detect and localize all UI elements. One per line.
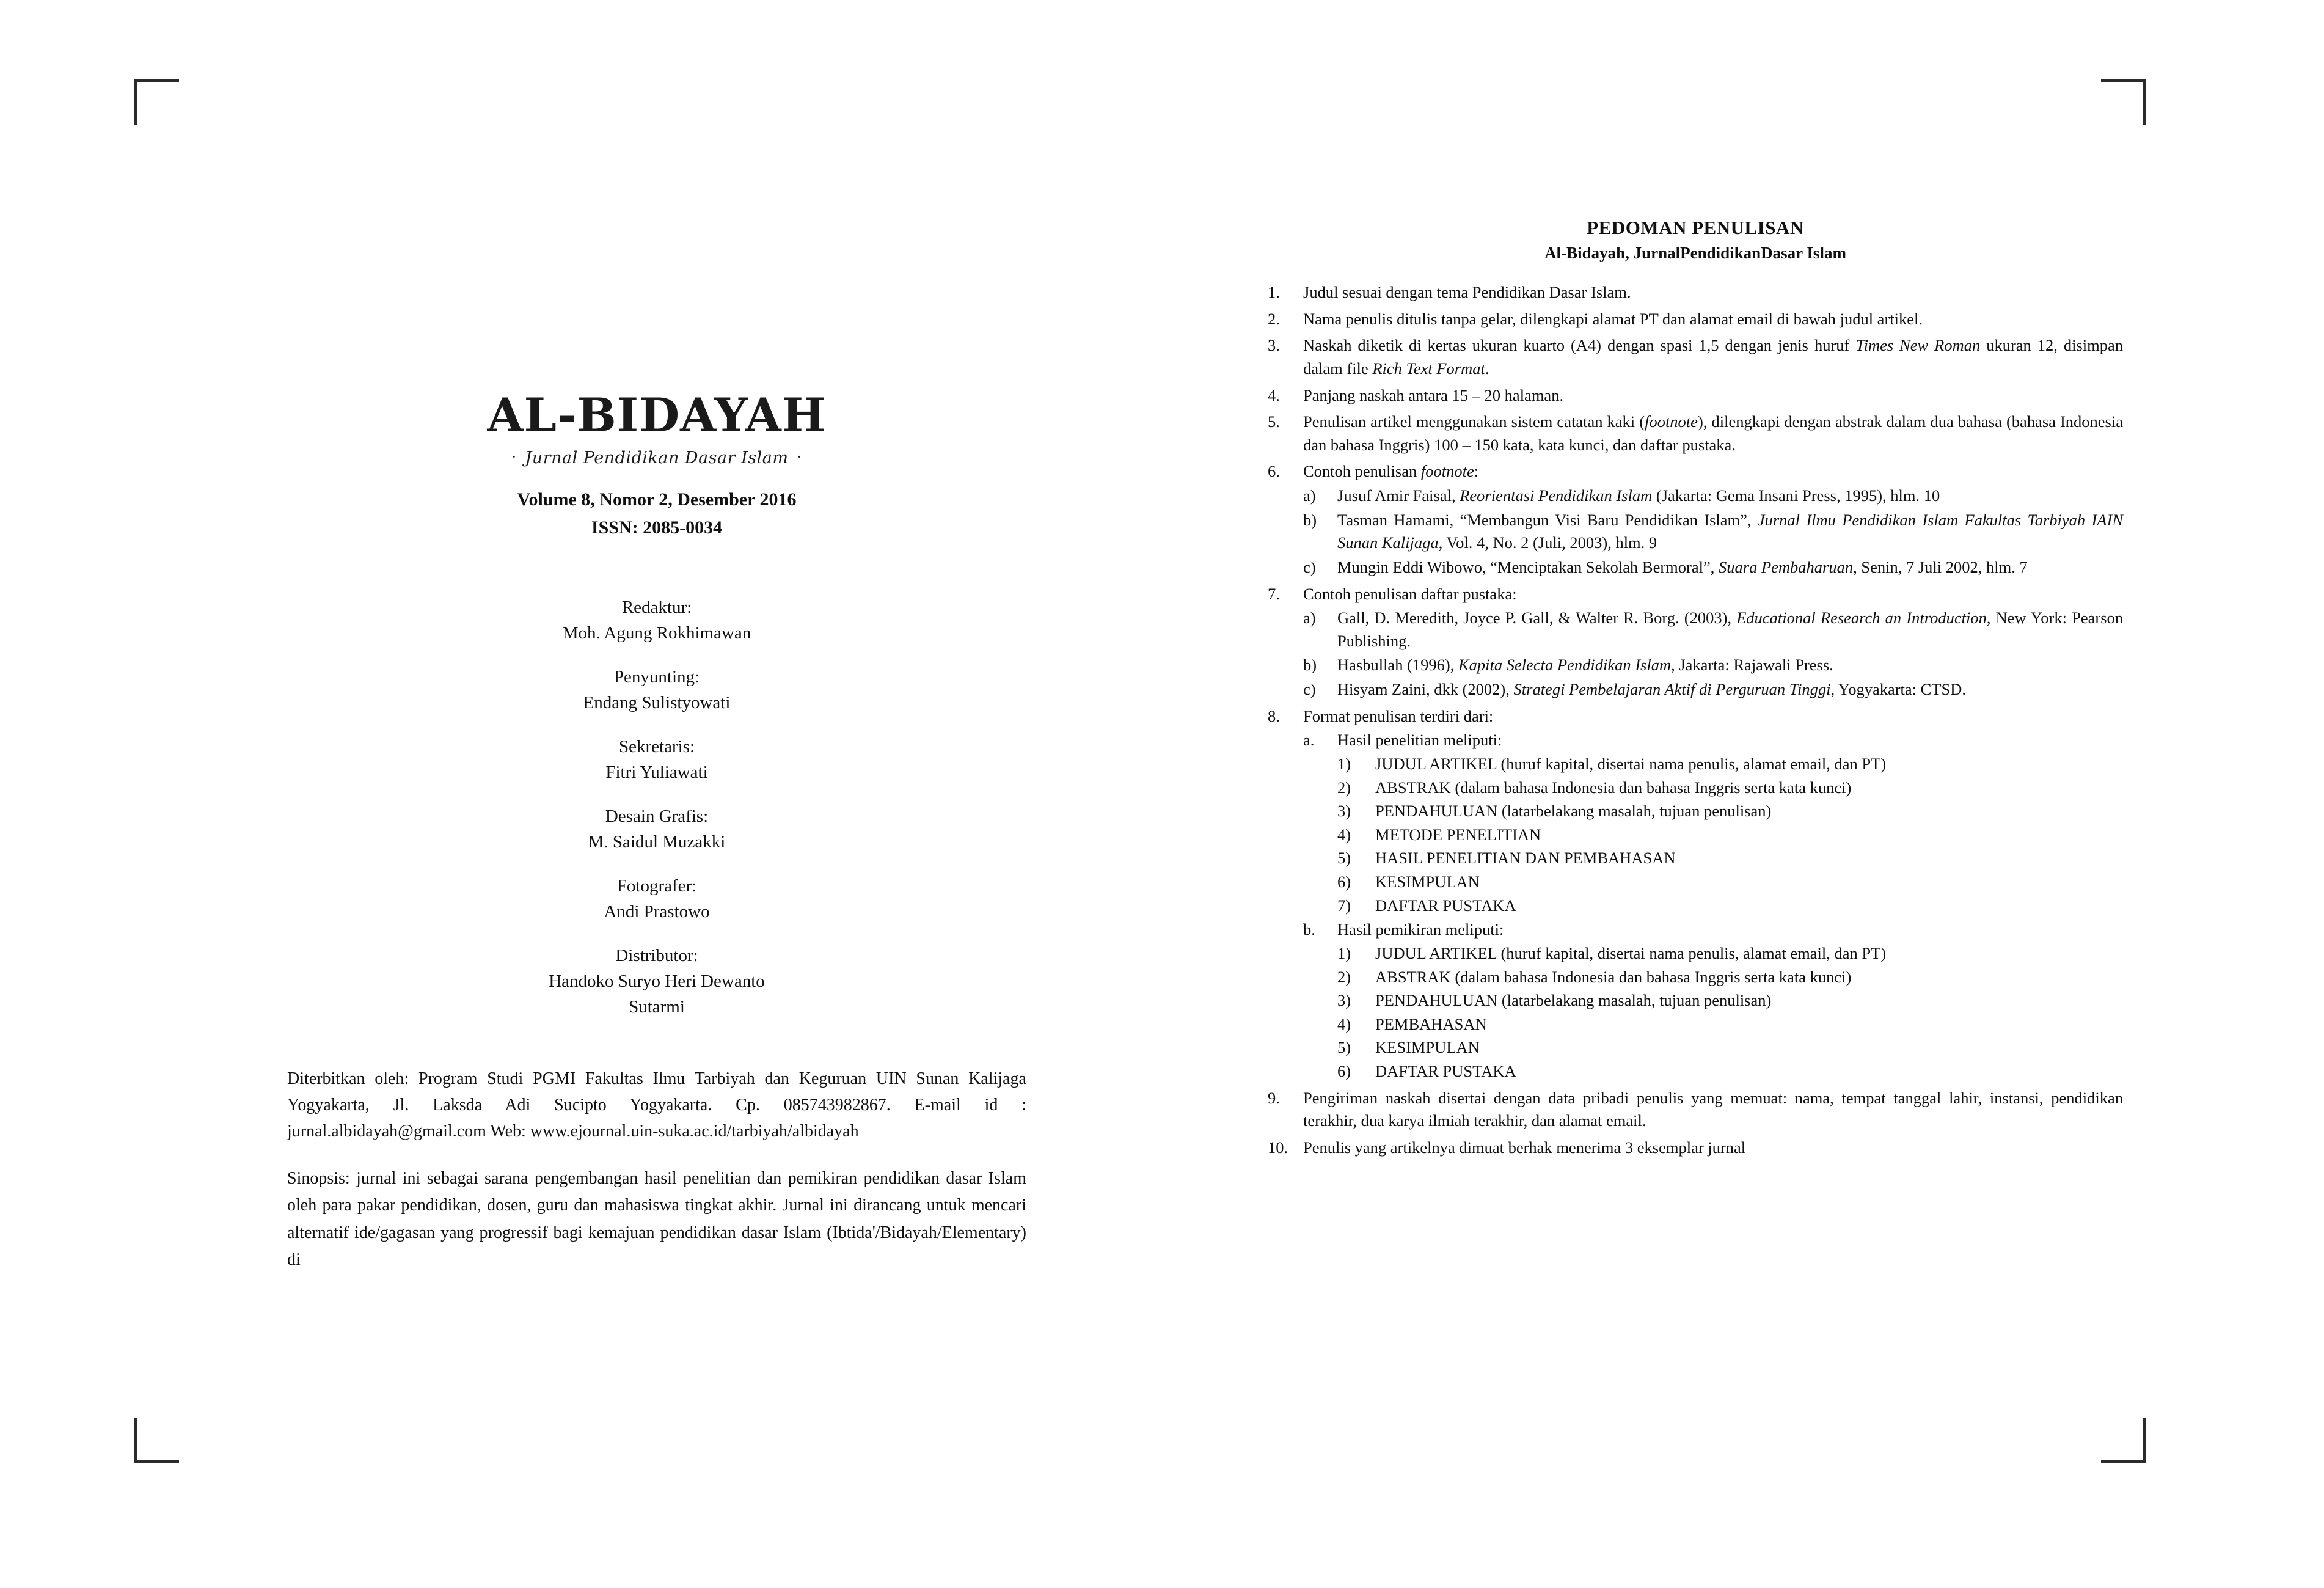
footnote-example-b	[1303, 509, 2123, 555]
staff-role-sekretaris: Sekretaris:	[618, 736, 695, 756]
bibliography-example-italic-c: Strategi Pembelajaran Aktif di Perguruan Tinggi	[1513, 680, 1831, 698]
issn-line: ISSN: 2085-0034	[591, 517, 723, 538]
guideline-text-6b: :	[1474, 462, 1479, 481]
research-format-text-1: JUDUL ARTIKEL (huruf kapital, disertai nama penulis, alamat email, dan PT)	[1375, 754, 1887, 773]
guideline-marker-8: 8.	[1268, 706, 1280, 725]
thought-format-marker-1: 1)	[1337, 943, 1351, 962]
guideline-item-2	[1268, 308, 2123, 331]
guideline-item-5	[1268, 411, 2123, 456]
staff-name-penyunting: Endang Sulistyowati	[583, 692, 731, 712]
footnote-example-marker-c: c)	[1303, 557, 1316, 576]
bibliography-example-a	[1303, 607, 2123, 653]
synopsis	[287, 1165, 1026, 1273]
journal-subtitle-line	[287, 448, 1026, 467]
thought-format-marker-2: 2)	[1337, 967, 1351, 986]
bibliography-example-c	[1303, 678, 2123, 701]
thought-format-marker-6: 6)	[1337, 1062, 1351, 1080]
staff-name-distributor-1: Handoko Suryo Heri Dewanto	[549, 971, 765, 992]
research-format-marker-1: 1)	[1337, 754, 1351, 773]
guideline-text-3b: ukuran 12, disimpan dalam file	[1303, 336, 2124, 378]
thought-format-item-5	[1337, 1036, 2123, 1059]
guideline-text-5b: ), dilengkapi dengan abstrak dalam dua bahasa (bahasa Indonesia dan bahasa Inggris) 100 – 150 kata, kata kunci, dan daftar pustaka.	[1303, 412, 2123, 454]
guidelines-list	[1268, 281, 2123, 1160]
staff-name-sekretaris: Fitri Yuliawati	[605, 763, 708, 783]
footnote-example-italic-b: Jurnal Ilmu Pendidikan Islam Fakultas Tarbiyah IAIN Sunan Kalijaga	[1337, 510, 2123, 552]
format-subsection-text-b: Hasil pemikiran meliputi:	[1337, 920, 1504, 939]
research-format-marker-5: 5)	[1337, 849, 1351, 868]
staff-entry-sekretaris	[287, 734, 1026, 785]
staff-role-redaktur: Redaktur:	[621, 597, 692, 617]
guideline-marker-7: 7.	[1268, 584, 1280, 603]
bibliography-example-text-c1: Hisyam Zaini, dkk (2002),	[1337, 680, 1514, 698]
guideline-item-4	[1268, 384, 2123, 408]
research-format-text-5: HASIL PENELITIAN DAN PEMBAHASAN	[1375, 849, 1676, 868]
staff-role-distributor: Distributor:	[615, 946, 698, 966]
bibliography-example-italic-b: Kapita Selecta Pendidikan Islam	[1458, 656, 1672, 675]
colophon-text: Diterbitkan oleh: Program Studi PGMI Fakultas Ilmu Tarbiyah dan Keguruan UIN Sunan Kalijaga Yogyakarta, Jl. Laksda Adi Sucipto Yogyakarta. Cp. 085743982867. E-mail id : jurnal.albidayah@gmail.com Web: www.ejournal.uin-suka.ac.id/tarbiyah/albidayah	[287, 1069, 1026, 1141]
footnote-example-a	[1303, 485, 2123, 508]
staff-entry-distributor	[287, 943, 1026, 1020]
staff-role-desain-grafis: Desain Grafis:	[605, 807, 709, 827]
research-format-items	[1337, 753, 2123, 917]
guideline-italic-5a: footnote	[1645, 412, 1698, 431]
guideline-text-10: Penulis yang artikelnya dimuat berhak menerima 3 eksemplar jurnal	[1303, 1138, 1746, 1157]
guideline-text-7: Contoh penulisan daftar pustaka:	[1303, 584, 1517, 603]
footnote-example-text-a1: Jusuf Amir Faisal,	[1337, 486, 1460, 505]
bibliography-example-marker-c: c)	[1303, 680, 1316, 698]
staff-entry-desain-grafis	[287, 803, 1026, 855]
research-format-text-6: KESIMPULAN	[1375, 873, 1480, 891]
guideline-text-8: Format penulisan terdiri dari:	[1303, 706, 1494, 725]
journal-title: AL-BIDAYAH	[487, 388, 827, 442]
guideline-italic-6a: footnote	[1420, 462, 1474, 481]
ornament-dot-right-icon: ·	[797, 448, 802, 466]
thought-format-marker-3: 3)	[1337, 991, 1351, 1010]
right-page-guidelines	[1268, 217, 2123, 1163]
guideline-item-9	[1268, 1087, 2123, 1133]
thought-format-text-5: KESIMPULAN	[1375, 1038, 1480, 1057]
footnote-examples-list	[1303, 485, 2123, 579]
page-subtitle: Al-Bidayah, JurnalPendidikanDasar Islam	[1544, 244, 1846, 262]
thought-format-marker-5: 5)	[1337, 1038, 1351, 1057]
guideline-marker-4: 4.	[1268, 386, 1280, 404]
guideline-marker-2: 2.	[1268, 309, 1280, 328]
research-format-item-3	[1337, 800, 2123, 823]
guideline-text-5a: Penulisan artikel menggunakan sistem catatan kaki (	[1303, 412, 1645, 431]
format-subsection-a	[1303, 729, 2123, 917]
staff-name-distributor-2: Sutarmi	[629, 997, 685, 1017]
synopsis-text: Sinopsis: jurnal ini sebagai sarana pengembangan hasil penelitian dan pemikiran pendidikan dasar Islam oleh para pakar pendidikan, dosen, guru dan mahasiswa tingkat akhir. Jurnal ini dirancang untuk mencari alternatif ide/gagasan yang progressif bagi kemajuan pendidikan dasar Islam (Ibtida'/Bidayah/Elementary) di	[287, 1169, 1026, 1269]
guideline-marker-1: 1.	[1268, 283, 1280, 301]
volume-line: Volume 8, Nomor 2, Desember 2016	[517, 489, 797, 510]
format-subsection-b	[1303, 918, 2123, 1083]
guideline-text-6a: Contoh penulisan	[1303, 462, 1421, 481]
footnote-example-text-b2: , Vol. 4, No. 2 (Juli, 2003), hlm. 9	[1438, 533, 1657, 552]
footnote-example-marker-a: a)	[1303, 486, 1316, 505]
left-page-masthead	[287, 388, 1026, 1273]
research-format-marker-4: 4)	[1337, 825, 1351, 844]
guideline-marker-9: 9.	[1268, 1088, 1280, 1107]
guideline-text-2: Nama penulis ditulis tanpa gelar, dilengkapi alamat PT dan alamat email di bawah judul artikel.	[1303, 309, 1923, 328]
bibliography-example-marker-a: a)	[1303, 609, 1316, 628]
research-format-item-6	[1337, 871, 2123, 894]
thought-format-text-6: DAFTAR PUSTAKA	[1375, 1062, 1516, 1080]
guideline-item-7	[1268, 583, 2123, 701]
footnote-example-text-c2: , Senin, 7 Juli 2002, hlm. 7	[1853, 557, 2028, 576]
thought-format-text-4: PEMBAHASAN	[1375, 1014, 1487, 1033]
footnote-example-text-a2: (Jakarta: Gema Insani Press, 1995), hlm. 10	[1652, 486, 1940, 505]
guideline-marker-3: 3.	[1268, 336, 1280, 355]
staff-role-fotografer: Fotografer:	[616, 876, 697, 896]
footnote-example-text-c1: Mungin Eddi Wibowo, “Menciptakan Sekolah Bermoral”,	[1337, 557, 1719, 576]
format-subsection-marker-a: a.	[1303, 731, 1315, 750]
research-format-item-1	[1337, 753, 2123, 776]
guideline-item-10	[1268, 1136, 2123, 1160]
staff-entry-penyunting	[287, 664, 1026, 715]
footnote-example-marker-b: b)	[1303, 510, 1317, 529]
research-format-text-3: PENDAHULUAN (latarbelakang masalah, tujuan penulisan)	[1375, 802, 1772, 821]
guideline-item-6	[1268, 460, 2123, 579]
research-format-marker-6: 6)	[1337, 873, 1351, 891]
guideline-text-4: Panjang naskah antara 15 – 20 halaman.	[1303, 386, 1564, 404]
bibliography-example-text-c2: , Yogyakarta: CTSD.	[1830, 680, 1967, 698]
staff-name-fotografer: Andi Prastowo	[604, 902, 710, 922]
guideline-text-1: Judul sesuai dengan tema Pendidikan Dasar Islam.	[1303, 283, 1631, 301]
guideline-item-3	[1268, 334, 2123, 380]
footnote-example-italic-c: Suara Pembaharuan	[1719, 557, 1854, 576]
footnote-example-italic-a: Reorientasi Pendidikan Islam	[1460, 486, 1653, 505]
staff-name-redaktur: Moh. Agung Rokhimawan	[562, 623, 751, 643]
journal-subtitle: Jurnal Pendidikan Dasar Islam	[525, 448, 789, 467]
thought-format-marker-4: 4)	[1337, 1014, 1351, 1033]
bibliography-example-text-a1: Gall, D. Meredith, Joyce P. Gall, & Walter R. Borg. (2003),	[1337, 609, 1737, 628]
staff-role-penyunting: Penyunting:	[613, 667, 700, 687]
research-format-item-5	[1337, 847, 2123, 870]
page-title: PEDOMAN PENULISAN	[1587, 217, 1804, 238]
guideline-text-9: Pengiriman naskah disertai dengan data pribadi penulis yang memuat: nama, tempat tanggal lahir, instansi, pendidikan terakhir, dua karya ilmiah terakhir, dan alamat email.	[1303, 1088, 2123, 1130]
research-format-text-7: DAFTAR PUSTAKA	[1375, 896, 1516, 915]
guideline-marker-5: 5.	[1268, 412, 1280, 431]
thought-format-text-1: JUDUL ARTIKEL (huruf kapital, disertai nama penulis, alamat email, dan PT)	[1375, 943, 1887, 962]
research-format-item-7	[1337, 895, 2123, 918]
guideline-item-8	[1268, 705, 2123, 1083]
format-subsections-list	[1303, 729, 2123, 1083]
bibliography-examples-list	[1303, 607, 2123, 701]
footnote-example-text-b1: Tasman Hamami, “Membangun Visi Baru Pendidikan Islam”,	[1337, 510, 1758, 529]
guideline-italic-3a: Times New Roman	[1855, 336, 1981, 355]
footnote-example-c	[1303, 556, 2123, 579]
bibliography-example-text-b1: Hasbullah (1996),	[1337, 656, 1458, 675]
research-format-item-4	[1337, 824, 2123, 847]
format-subsection-marker-b: b.	[1303, 920, 1315, 939]
thought-format-item-3	[1337, 989, 2123, 1012]
thought-format-text-3: PENDAHULUAN (latarbelakang masalah, tujuan penulisan)	[1375, 991, 1772, 1010]
research-format-text-4: METODE PENELITIAN	[1375, 825, 1541, 844]
guideline-text-3a: Naskah diketik di kertas ukuran kuarto (A4) dengan spasi 1,5 dengan jenis huruf	[1303, 336, 1856, 355]
thought-format-item-4	[1337, 1013, 2123, 1036]
research-format-marker-3: 3)	[1337, 802, 1351, 821]
staff-entry-redaktur	[287, 595, 1026, 646]
thought-format-item-2	[1337, 966, 2123, 989]
format-subsection-text-a: Hasil penelitian meliputi:	[1337, 731, 1502, 750]
thought-format-item-1	[1337, 942, 2123, 965]
guideline-italic-3b: Rich Text Format	[1372, 359, 1485, 378]
bibliography-example-text-a2: , New York: Pearson Publishing.	[1337, 609, 2124, 650]
research-format-item-2	[1337, 777, 2123, 800]
staff-list	[287, 595, 1026, 1020]
staff-entry-fotografer	[287, 873, 1026, 924]
research-format-marker-7: 7)	[1337, 896, 1351, 915]
bibliography-example-marker-b: b)	[1303, 656, 1317, 675]
guideline-marker-6: 6.	[1268, 462, 1280, 481]
bibliography-example-text-b2: , Jakarta: Rajawali Press.	[1671, 656, 1833, 675]
guideline-text-3c: .	[1485, 359, 1489, 378]
research-format-text-2: ABSTRAK (dalam bahasa Indonesia dan bahasa Inggris serta kata kunci)	[1375, 778, 1852, 797]
ornament-dot-left-icon: ·	[511, 448, 517, 466]
thought-format-items	[1337, 942, 2123, 1083]
thought-format-item-6	[1337, 1060, 2123, 1083]
bibliography-example-italic-a: Educational Research an Introduction	[1736, 609, 1987, 628]
guideline-marker-10: 10.	[1268, 1138, 1288, 1157]
colophon	[287, 1066, 1026, 1144]
research-format-marker-2: 2)	[1337, 778, 1351, 797]
bibliography-example-b	[1303, 654, 2123, 677]
staff-name-desain-grafis: M. Saidul Muzakki	[588, 832, 726, 852]
guideline-item-1	[1268, 281, 2123, 304]
thought-format-text-2: ABSTRAK (dalam bahasa Indonesia dan bahasa Inggris serta kata kunci)	[1375, 967, 1852, 986]
